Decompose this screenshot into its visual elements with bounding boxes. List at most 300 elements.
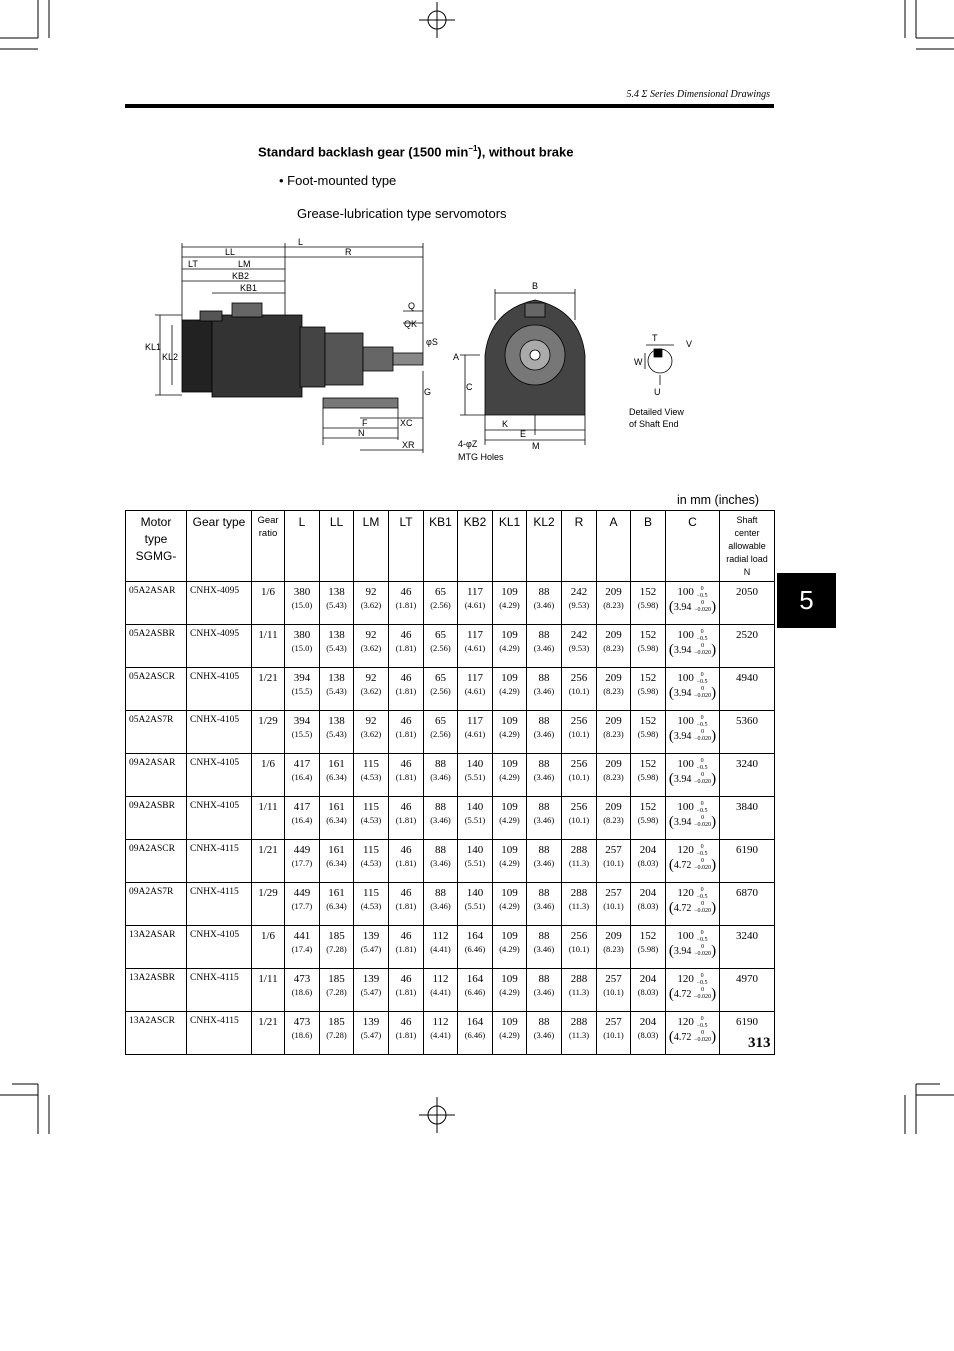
dim-G: G [424, 387, 432, 397]
tol-upper-in: 0 [701, 1030, 705, 1036]
cell-KL1 [493, 797, 527, 840]
tol-upper-in: 0 [701, 987, 705, 993]
tol-lower: −0.5 [696, 722, 708, 728]
cell-L [285, 711, 320, 754]
cell-LM [354, 754, 389, 797]
cell-LL-inch: (7.28) [326, 987, 347, 997]
cell-KB1 [424, 883, 458, 926]
cell-R-inch: (11.3) [568, 1030, 590, 1040]
cell-B-inch: (5.98) [637, 600, 659, 610]
cell-C: 100 0 −0.5 (3.94 0 −0.020) [666, 711, 720, 754]
cell-B [631, 668, 666, 711]
cell-LM-mm: 92 [365, 629, 377, 641]
cell-R-inch: (10.1) [568, 729, 590, 739]
cell-LT-inch: (1.81) [395, 815, 417, 825]
col-KL2: KL2 [527, 511, 562, 582]
cell-gear-ratio: 1/29 [252, 711, 285, 754]
cell-KL2 [527, 840, 562, 883]
cell-gear-type: CNHX-4105 [187, 754, 252, 797]
cell-LM-mm: 92 [365, 715, 377, 727]
cell-LM [354, 926, 389, 969]
cell-LL-mm: 161 [328, 844, 345, 856]
cell-LL [320, 582, 354, 625]
cell-KB2 [458, 926, 493, 969]
tol-upper: 0 [700, 586, 704, 592]
cell-A-inch: (8.23) [603, 643, 624, 653]
cell-KB1-mm: 88 [435, 758, 446, 770]
dim-A: A [453, 352, 460, 362]
cell-L [285, 883, 320, 926]
cell-C-mm: 100 [677, 758, 694, 770]
cell-LM-mm: 115 [362, 801, 380, 813]
cell-KB1 [424, 926, 458, 969]
cell-LT-mm: 46 [400, 1016, 412, 1028]
cell-LM [354, 668, 389, 711]
cell-L-inch: (15.5) [291, 729, 313, 739]
cell-gear-type: CNHX-4095 [187, 625, 252, 668]
cell-radial-load: 3240 [720, 926, 775, 969]
cell-KL1-inch: (4.29) [499, 858, 520, 868]
cell-KL1-mm: 109 [501, 672, 518, 684]
cell-R [562, 840, 597, 883]
dim-XR: XR [402, 440, 415, 450]
cell-B-inch: (5.98) [637, 944, 659, 954]
cell-LM-inch: (4.53) [360, 815, 382, 825]
cell-motor-type: 09A2ASCR [126, 840, 187, 883]
cell-gear-type: CNHX-4105 [187, 797, 252, 840]
cell-KL1-inch: (4.29) [499, 944, 520, 954]
cell-KL2 [527, 582, 562, 625]
cell-C-mm: 100 [677, 586, 694, 598]
cell-KL2-mm: 88 [538, 758, 550, 770]
cell-radial-load: 2520 [720, 625, 775, 668]
cell-C-mm: 120 [677, 973, 694, 985]
cell-gear-type: CNHX-4105 [187, 926, 252, 969]
cell-KL2 [527, 797, 562, 840]
cell-C-inch: 4.72 [673, 989, 692, 1001]
cell-LL-inch: (6.34) [326, 772, 347, 782]
table-row [126, 883, 775, 926]
cell-L [285, 582, 320, 625]
detail-label: Detailed View [629, 407, 684, 417]
cell-KL1 [493, 711, 527, 754]
cell-radial-load: 2050 [720, 582, 775, 625]
cell-KB2-inch: (5.51) [464, 815, 486, 825]
dim-QK: QK [404, 319, 418, 329]
cell-B-inch: (5.98) [637, 729, 659, 739]
cell-KL1-inch: (4.29) [499, 686, 520, 696]
cell-gear-ratio: 1/29 [252, 883, 285, 926]
cell-KB2-inch: (4.61) [464, 729, 486, 739]
dim-E: E [520, 429, 527, 439]
cell-KB2-inch: (4.61) [464, 600, 486, 610]
cell-R [562, 668, 597, 711]
tol-lower-in: −0.020 [694, 908, 712, 914]
cell-LL-inch: (7.28) [326, 1030, 347, 1040]
cell-KB2 [458, 711, 493, 754]
cell-LL-inch: (5.43) [326, 729, 347, 739]
table-row [126, 969, 775, 1012]
cell-KL2 [527, 1012, 562, 1055]
cell-LM-inch: (4.53) [360, 772, 382, 782]
cell-A-mm: 209 [605, 629, 622, 641]
dim-KB1: KB1 [240, 283, 258, 293]
cell-L [285, 797, 320, 840]
cell-gear-ratio: 1/11 [252, 625, 285, 668]
cell-L-mm: 441 [293, 930, 311, 942]
cell-KL1-mm: 109 [501, 930, 518, 942]
cell-LT [389, 883, 424, 926]
cell-motor-type: 09A2ASBR [126, 797, 187, 840]
col-R: R [562, 511, 597, 582]
tol-upper-in: 0 [701, 643, 705, 649]
cell-radial-load: 4970 [720, 969, 775, 1012]
cell-L-inch: (18.6) [291, 1030, 313, 1040]
cell-LM [354, 883, 389, 926]
cell-KL2-inch: (3.46) [533, 1030, 555, 1040]
cell-L [285, 1012, 320, 1055]
cell-KL1-inch: (4.29) [499, 1030, 520, 1040]
cell-B-inch: (5.98) [637, 772, 659, 782]
cell-B [631, 969, 666, 1012]
cell-LL [320, 754, 354, 797]
cell-C-inch: 3.94 [673, 645, 692, 657]
cell-gear-type: CNHX-4115 [187, 883, 252, 926]
holes-label-2: MTG Holes [458, 452, 504, 462]
cell-LL-inch: (6.34) [326, 858, 347, 868]
units-label: in mm (inches) [677, 493, 759, 507]
cell-LL [320, 926, 354, 969]
cell-LL-mm: 185 [328, 930, 345, 942]
cell-KL1-mm: 109 [501, 629, 518, 641]
cell-KB1 [424, 797, 458, 840]
cell-LL-inch: (6.34) [326, 901, 347, 911]
cell-R-mm: 288 [570, 887, 588, 899]
cell-KB1-inch: (4.41) [430, 987, 451, 997]
dim-U: U [654, 387, 661, 397]
cell-R-mm: 256 [570, 801, 588, 813]
cell-C-inch: 3.94 [673, 688, 692, 700]
cell-gear-ratio: 1/6 [252, 754, 285, 797]
cell-R-inch: (10.1) [568, 686, 590, 696]
cell-LM-mm: 139 [362, 973, 380, 985]
cell-L-mm: 380 [293, 629, 311, 641]
cell-KL2-inch: (3.46) [533, 600, 555, 610]
cell-C: 120 0 −0.5 (4.72 0 −0.020) [666, 883, 720, 926]
cell-KB1-mm: 65 [435, 715, 446, 727]
cell-KL1 [493, 754, 527, 797]
cell-KL1 [493, 668, 527, 711]
dim-LL: LL [225, 247, 236, 257]
cell-KB1-mm: 65 [435, 672, 446, 684]
cell-L [285, 625, 320, 668]
cell-KB2-mm: 164 [466, 930, 484, 942]
cell-KL1 [493, 625, 527, 668]
cell-L-inch: (18.6) [291, 987, 313, 997]
tol-upper: 0 [700, 930, 704, 936]
cell-L [285, 969, 320, 1012]
cell-R [562, 711, 597, 754]
cell-B-mm: 152 [639, 758, 657, 770]
cell-LT-mm: 46 [400, 973, 412, 985]
cell-LM-inch: (5.47) [360, 1030, 382, 1040]
cell-LM [354, 840, 389, 883]
cell-LT-inch: (1.81) [395, 901, 417, 911]
cell-B [631, 797, 666, 840]
cell-KL2-mm: 88 [538, 887, 550, 899]
cell-KB2-mm: 117 [466, 629, 484, 641]
cell-LT [389, 582, 424, 625]
dim-S: φS [426, 337, 438, 347]
cell-LL [320, 969, 354, 1012]
cell-R-mm: 256 [570, 715, 588, 727]
cell-KB2-mm: 140 [466, 844, 484, 856]
cell-B [631, 711, 666, 754]
col-L: L [285, 511, 320, 582]
cell-gear-ratio: 1/21 [252, 668, 285, 711]
cell-C: 120 0 −0.5 (4.72 0 −0.020) [666, 969, 720, 1012]
table-row [126, 797, 775, 840]
cell-B [631, 926, 666, 969]
col-radial-load: Shaft center allowable radial load N [720, 511, 775, 582]
cell-KB1-inch: (3.46) [430, 772, 451, 782]
cell-KB2-mm: 140 [466, 758, 484, 770]
cell-KL2 [527, 926, 562, 969]
tol-lower-in: −0.020 [694, 1037, 712, 1043]
cell-LM-inch: (3.62) [360, 600, 382, 610]
cell-C: 100 0 −0.5 (3.94 0 −0.020) [666, 668, 720, 711]
cell-LT-mm: 46 [400, 930, 412, 942]
cell-LT [389, 797, 424, 840]
subtitle: Grease-lubrication type servomotors [297, 206, 507, 221]
cell-LL-mm: 138 [328, 672, 345, 684]
cell-LT-inch: (1.81) [395, 600, 417, 610]
cell-LT-mm: 46 [400, 801, 412, 813]
cell-motor-type: 09A2ASAR [126, 754, 187, 797]
cell-A [597, 926, 631, 969]
cell-R [562, 926, 597, 969]
cell-LM [354, 625, 389, 668]
cell-B-mm: 204 [639, 887, 657, 899]
tol-upper: 0 [700, 715, 704, 721]
cell-A [597, 582, 631, 625]
cell-LT-mm: 46 [400, 844, 412, 856]
cell-B [631, 883, 666, 926]
cell-L-mm: 380 [293, 586, 311, 598]
cell-L [285, 926, 320, 969]
cell-KB2 [458, 797, 493, 840]
cell-LT-mm: 46 [400, 629, 412, 641]
cell-gear-type: CNHX-4095 [187, 582, 252, 625]
tol-upper: 0 [700, 887, 704, 893]
cell-R [562, 969, 597, 1012]
cell-radial-load: 4940 [720, 668, 775, 711]
col-A: A [597, 511, 631, 582]
cell-motor-type: 13A2ASAR [126, 926, 187, 969]
cell-KB1 [424, 1012, 458, 1055]
cell-KB1 [424, 969, 458, 1012]
cell-motor-type: 05A2ASCR [126, 668, 187, 711]
tol-lower-in: −0.020 [694, 607, 712, 613]
cell-KB2-mm: 117 [466, 586, 484, 598]
cell-LL-inch: (5.43) [326, 600, 347, 610]
cell-motor-type: 05A2AS7R [126, 711, 187, 754]
running-header: 5.4 Σ Series Dimensional Drawings [626, 89, 770, 100]
cell-LL-inch: (5.43) [326, 643, 347, 653]
cell-KL2-inch: (3.46) [533, 858, 555, 868]
cell-A-mm: 257 [605, 887, 622, 899]
cell-R [562, 754, 597, 797]
cell-L-mm: 394 [293, 672, 311, 684]
cell-KB2-mm: 117 [466, 715, 484, 727]
cell-gear-type: CNHX-4115 [187, 840, 252, 883]
cell-B-inch: (8.03) [637, 901, 659, 911]
cell-KL2-inch: (3.46) [533, 772, 555, 782]
cell-KL2-inch: (3.46) [533, 643, 555, 653]
cell-C: 100 0 −0.5 (3.94 0 −0.020) [666, 797, 720, 840]
cell-LT [389, 1012, 424, 1055]
cell-A [597, 840, 631, 883]
col-B: B [631, 511, 666, 582]
cell-KL1-mm: 109 [501, 758, 518, 770]
dim-T: T [652, 333, 658, 343]
cell-KL2 [527, 668, 562, 711]
dim-LT: LT [188, 259, 198, 269]
cell-KL1-mm: 109 [501, 844, 518, 856]
tol-upper-in: 0 [701, 944, 705, 950]
cell-R-inch: (9.53) [568, 600, 590, 610]
cell-LL-inch: (6.34) [326, 815, 347, 825]
cell-LL [320, 668, 354, 711]
cell-C: 100 0 −0.5 (3.94 0 −0.020) [666, 926, 720, 969]
tol-upper-in: 0 [701, 858, 705, 864]
cell-A [597, 625, 631, 668]
tol-lower: −0.5 [696, 894, 708, 900]
cell-A-inch: (10.1) [603, 901, 624, 911]
cell-LT-mm: 46 [400, 672, 412, 684]
cell-KB1-mm: 88 [435, 844, 446, 856]
cell-LM-inch: (4.53) [360, 901, 382, 911]
cell-C: 100 0 −0.5 (3.94 0 −0.020) [666, 625, 720, 668]
cell-KB2 [458, 969, 493, 1012]
cell-LT [389, 969, 424, 1012]
cell-B-mm: 152 [639, 672, 657, 684]
cell-radial-load: 3840 [720, 797, 775, 840]
dimensional-drawing [140, 235, 700, 470]
cell-LM-mm: 139 [362, 930, 380, 942]
col-motor: Motor type SGMG- [126, 511, 187, 582]
cell-LL-inch: (5.43) [326, 686, 347, 696]
cell-LT [389, 754, 424, 797]
cell-KL1-inch: (4.29) [499, 600, 520, 610]
cell-KB1-inch: (2.56) [430, 729, 451, 739]
cell-R [562, 797, 597, 840]
cell-LM-inch: (3.62) [360, 643, 382, 653]
cell-LT [389, 840, 424, 883]
cell-L-inch: (15.0) [291, 600, 313, 610]
tol-upper-in: 0 [701, 772, 705, 778]
cell-KB1-mm: 88 [435, 887, 446, 899]
cell-KB1-mm: 65 [435, 629, 446, 641]
cell-KL1-mm: 109 [501, 1016, 518, 1028]
tol-lower-in: −0.020 [694, 650, 712, 656]
page-number: 313 [748, 1035, 771, 1051]
tol-lower: −0.5 [696, 679, 708, 685]
cell-B-inch: (8.03) [637, 1030, 659, 1040]
cell-LL [320, 883, 354, 926]
cell-B-mm: 152 [639, 715, 657, 727]
cell-KL1-mm: 109 [501, 586, 518, 598]
cell-KL1-mm: 109 [501, 887, 518, 899]
cell-C-inch: 4.72 [673, 1032, 692, 1044]
dim-N: N [358, 428, 365, 438]
dim-KL1: KL1 [145, 342, 162, 352]
cell-KL1-inch: (4.29) [499, 901, 520, 911]
cell-gear-ratio: 1/6 [252, 582, 285, 625]
tol-lower-in: −0.020 [694, 865, 712, 871]
cell-KL2-mm: 88 [538, 973, 550, 985]
cell-KB2 [458, 625, 493, 668]
cell-A-inch: (8.23) [603, 815, 624, 825]
cell-motor-type: 05A2ASBR [126, 625, 187, 668]
cell-A-inch: (8.23) [603, 686, 624, 696]
cell-KB1 [424, 754, 458, 797]
cell-KL1 [493, 840, 527, 883]
cell-B [631, 754, 666, 797]
cell-A-inch: (8.23) [603, 729, 624, 739]
cell-C-inch: 4.72 [673, 903, 692, 915]
cell-R-inch: (10.1) [568, 815, 590, 825]
cell-KL2 [527, 754, 562, 797]
cell-KL2-inch: (3.46) [533, 729, 555, 739]
cell-R-inch: (9.53) [568, 643, 590, 653]
cell-A-mm: 257 [605, 1016, 622, 1028]
cell-LL [320, 797, 354, 840]
cell-LM-inch: (5.47) [360, 944, 382, 954]
cell-LM-inch: (4.53) [360, 858, 382, 868]
cell-KB1-mm: 65 [435, 586, 446, 598]
cell-L-inch: (15.5) [291, 686, 313, 696]
cell-B-mm: 204 [639, 844, 657, 856]
cell-L-mm: 449 [293, 844, 311, 856]
cell-KB1-mm: 88 [435, 801, 446, 813]
col-LM: LM [354, 511, 389, 582]
cell-A-inch: (10.1) [603, 1030, 624, 1040]
cell-KB2-mm: 164 [466, 973, 484, 985]
cell-motor-type: 05A2ASAR [126, 582, 187, 625]
cell-KL1 [493, 1012, 527, 1055]
tol-lower-in: −0.020 [694, 951, 712, 957]
holes-label: 4-φZ [458, 439, 478, 449]
cell-LL-mm: 138 [328, 586, 345, 598]
table-row [126, 582, 775, 625]
cell-A-mm: 209 [605, 930, 622, 942]
cell-KB1 [424, 625, 458, 668]
cell-KB2-inch: (6.46) [464, 1030, 486, 1040]
cell-C-inch: 3.94 [673, 602, 692, 614]
cell-motor-type: 13A2ASCR [126, 1012, 187, 1055]
tol-upper: 0 [700, 1016, 704, 1022]
cell-KB2 [458, 883, 493, 926]
cell-LL-mm: 161 [328, 801, 345, 813]
cell-B [631, 1012, 666, 1055]
cell-gear-type: CNHX-4115 [187, 969, 252, 1012]
cell-A-mm: 257 [605, 844, 622, 856]
cell-KL2 [527, 883, 562, 926]
tol-upper: 0 [700, 844, 704, 850]
cell-R-inch: (10.1) [568, 772, 590, 782]
cell-L-inch: (16.4) [291, 815, 313, 825]
